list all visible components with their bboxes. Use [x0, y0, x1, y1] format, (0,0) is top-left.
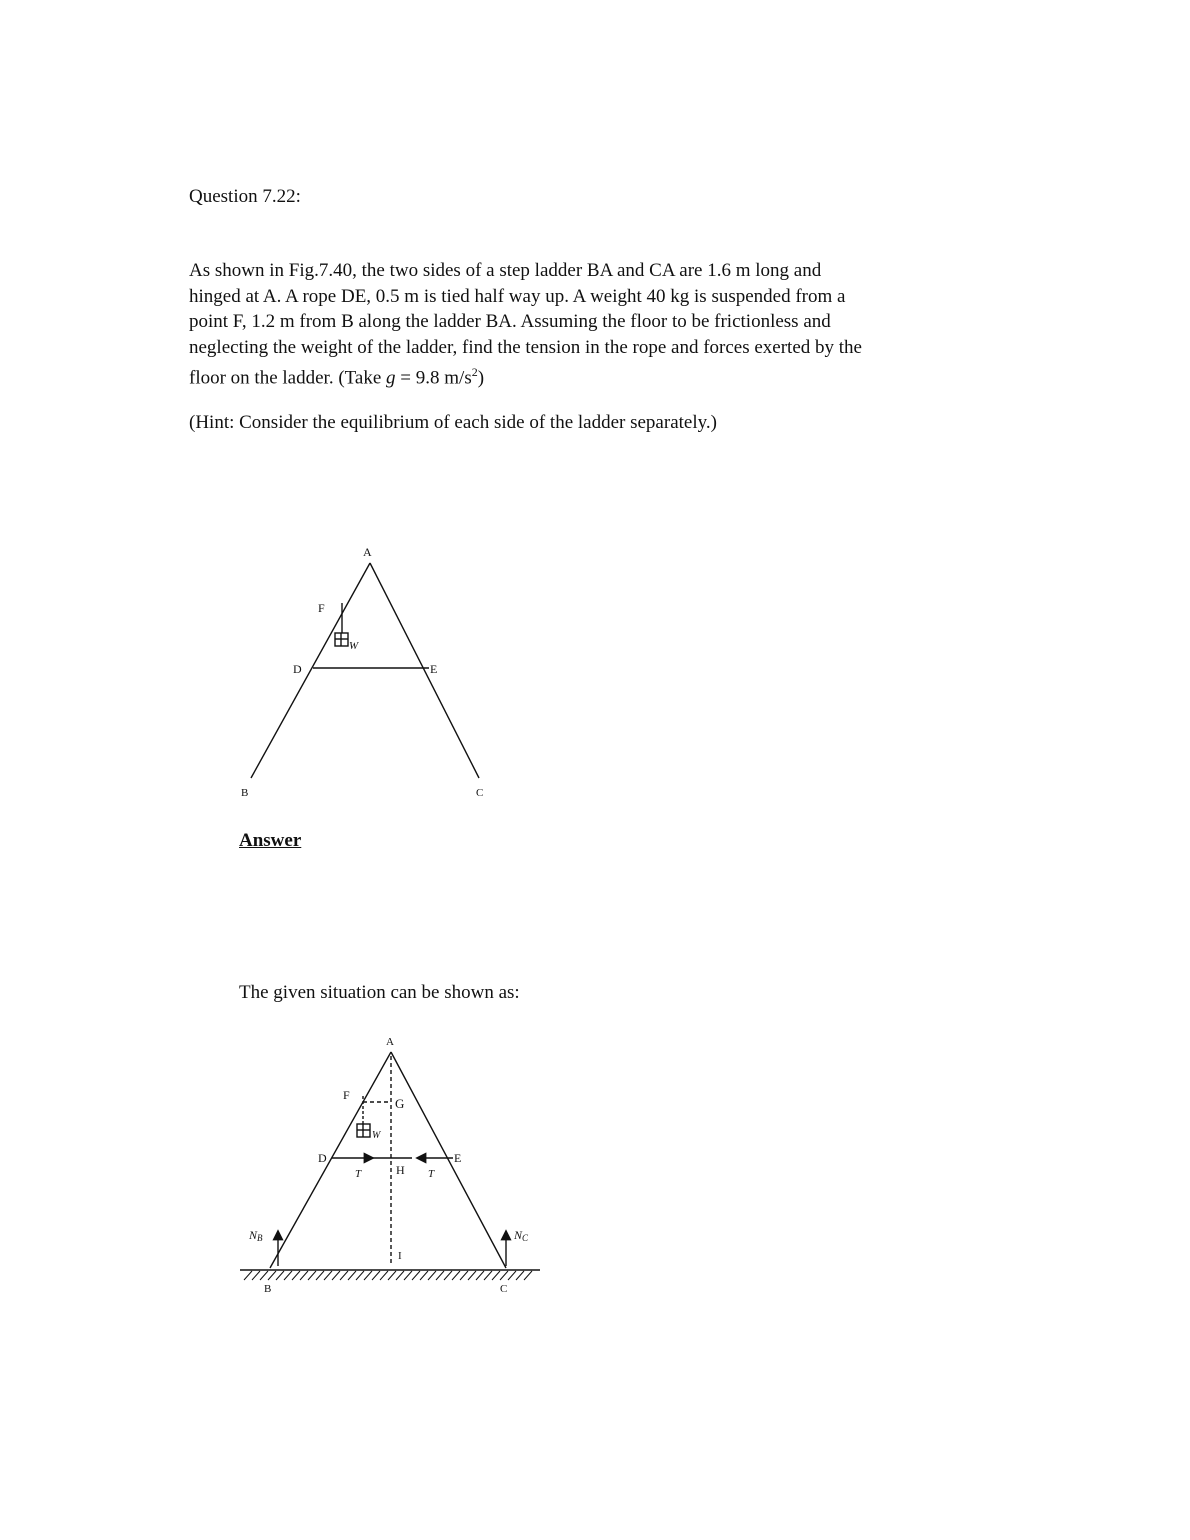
- fbd-label-g: G: [395, 1096, 405, 1111]
- question-title: Question 7.22:: [189, 186, 301, 207]
- label-e: E: [430, 662, 438, 676]
- fbd-side-ca: [391, 1052, 506, 1268]
- answer-intro: The given situation can be shown as:: [239, 982, 520, 1003]
- fbd-label-nb: NB: [249, 1228, 263, 1243]
- fbd-label-t-right: T: [428, 1168, 435, 1180]
- ladder-figure-2: [235, 1030, 555, 1300]
- question-line-3: point F, 1.2 m from B along the ladder BA. Assuming the floor to be frictionless and: [189, 311, 831, 332]
- fbd-label-c: C: [500, 1283, 508, 1295]
- fbd-label-w: W: [372, 1130, 381, 1141]
- answer-heading: Answer: [239, 830, 302, 851]
- fbd-side-ba: [270, 1052, 391, 1268]
- hint-text: (Hint: Consider the equilibrium of each side of the ladder separately.): [189, 412, 717, 433]
- fbd-label-t-left: T: [355, 1168, 362, 1180]
- fbd-label-b: B: [264, 1283, 272, 1295]
- label-c: C: [476, 787, 484, 799]
- label-a: A: [363, 545, 372, 559]
- label-w: W: [349, 640, 359, 652]
- fbd-label-h: H: [396, 1163, 405, 1177]
- fbd-label-a: A: [386, 1036, 394, 1048]
- ladder-figure-1: [230, 540, 510, 810]
- fbd-label-f: F: [343, 1088, 350, 1102]
- question-line-5: floor on the ladder. (Take g = 9.8 $m/s^2$): [189, 365, 485, 389]
- fbd-label-e: E: [454, 1151, 462, 1165]
- fbd-label-d: D: [318, 1151, 327, 1165]
- question-line-4: neglecting the weight of the ladder, find the tension in the rope and forces exerted by the: [189, 336, 862, 358]
- label-f: F: [318, 601, 325, 615]
- floor-hatching: [244, 1271, 532, 1280]
- ladder-side-ba: [251, 563, 370, 778]
- label-d: D: [293, 662, 302, 676]
- label-b: B: [241, 787, 249, 799]
- g-symbol: g: [386, 367, 396, 389]
- question-line-1: As shown in Fig.7.40, the two sides of a step ladder BA and CA are 1.6 m long and: [189, 260, 822, 281]
- question-line-2: hinged at A. A rope DE, 0.5 m is tied half way up. A weight 40 kg is suspended from a: [189, 285, 846, 307]
- question-body: [189, 258, 989, 391]
- ladder-side-ca: [370, 563, 479, 778]
- fbd-label-i: I: [398, 1250, 402, 1262]
- fbd-label-nc: NC: [514, 1228, 529, 1243]
